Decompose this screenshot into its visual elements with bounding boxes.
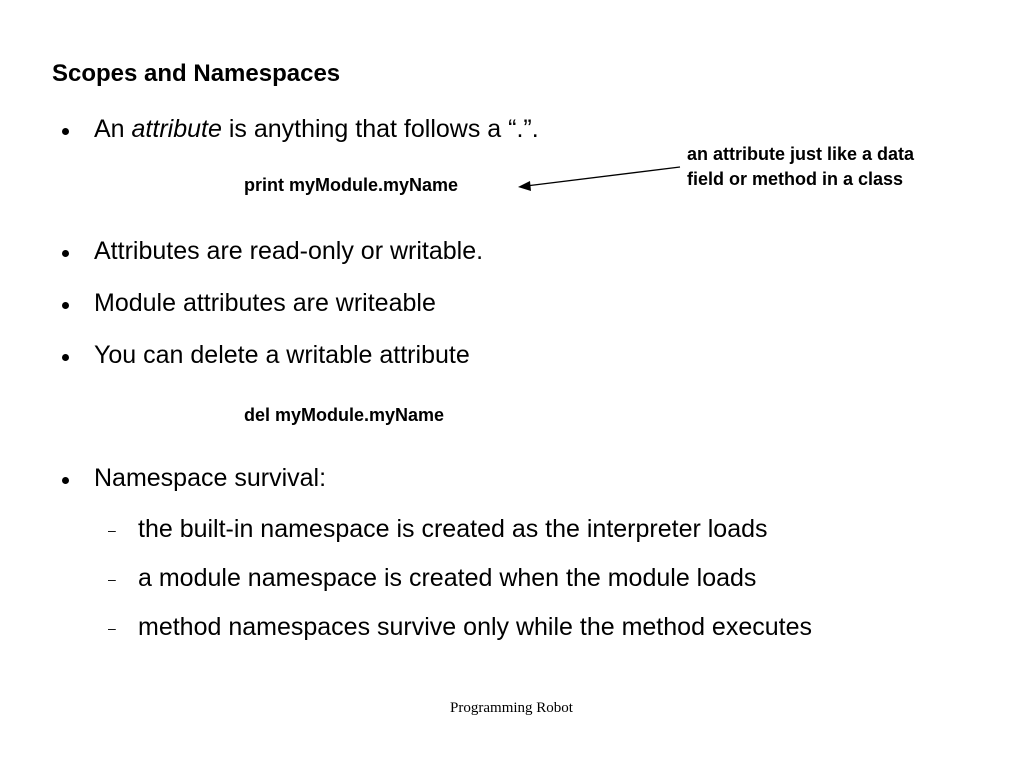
slide-footer: Programming Robot bbox=[450, 700, 573, 716]
bullet-dot-icon bbox=[62, 302, 69, 309]
dash-icon: – bbox=[108, 620, 116, 636]
sub-bullet-text: the built-in namespace is created as the interpreter loads bbox=[138, 515, 768, 543]
bullet-text: You can delete a writable attribute bbox=[94, 341, 470, 369]
code-print-line: print myModule.myName bbox=[244, 175, 459, 195]
code-del-line: del myModule.myName bbox=[244, 405, 445, 425]
dash-icon: – bbox=[108, 522, 116, 538]
bullet-emphasis: attribute bbox=[131, 115, 222, 143]
dash-icon: – bbox=[108, 571, 116, 587]
bullet-text: Namespace survival: bbox=[94, 464, 327, 492]
bullet-prefix: An bbox=[94, 115, 132, 143]
slide-title: Scopes and Namespaces bbox=[52, 60, 341, 87]
callout-line-2: field or method in a class bbox=[687, 169, 904, 189]
bullet-suffix: is anything that follows a “.”. bbox=[221, 115, 539, 143]
bullet-dot-icon bbox=[62, 250, 69, 257]
bullet-text: Attributes are read-only or writable. bbox=[94, 237, 484, 265]
bullet-text: Module attributes are writeable bbox=[94, 289, 436, 317]
bullet-dot-icon bbox=[62, 354, 69, 361]
callout-line-1: an attribute just like a data bbox=[687, 144, 915, 164]
bullet-dot-icon bbox=[62, 477, 69, 484]
sub-bullet-text: method namespaces survive only while the method executes bbox=[138, 613, 812, 641]
sub-bullet-text: a module namespace is created when the module loads bbox=[138, 564, 757, 592]
